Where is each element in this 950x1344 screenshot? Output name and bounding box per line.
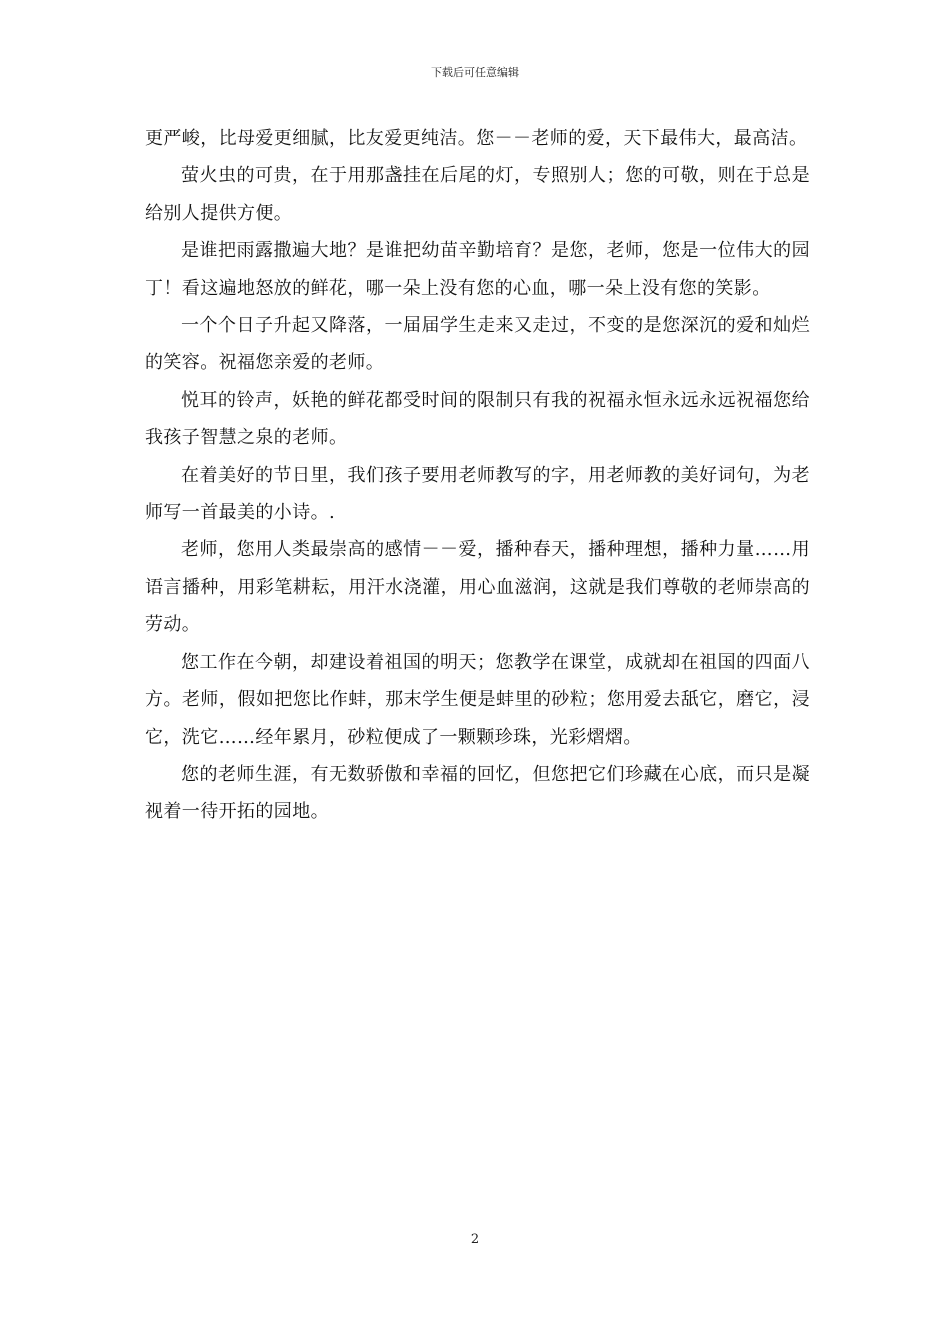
- page-header: 下载后可任意编辑: [431, 66, 519, 79]
- paragraph-continued: 更严峻，比母爱更细腻，比友爱更纯洁。您－－老师的爱，天下最伟大，最高洁。: [145, 128, 808, 149]
- paragraph: 一个个日子升起又降落，一届届学生走来又走过，不变的是您深沉的爱和灿烂的笑容。祝福您亲爱的老师。: [145, 315, 810, 374]
- paragraph: 在着美好的节日里，我们孩子要用老师教写的字，用老师教的美好词句，为老师写一首最美的小诗。.: [145, 464, 810, 524]
- page-number: 2: [470, 1232, 480, 1247]
- paragraph: 悦耳的铃声，妖艳的鲜花都受时间的限制只有我的祝福永恒永远永远祝福您给我孩子智慧之泉的老师。: [145, 389, 810, 449]
- paragraph: 老师，您用人类最崇高的感情－－爱，播种春天，播种理想，播种力量……用语言播种，用彩笔耕耘，用汗水浇灌，用心血滋润，这就是我们尊敬的老师崇高的劳动。: [145, 539, 810, 636]
- paragraph: 是谁把雨露撒遍大地？是谁把幼苗辛勤培育？是您，老师，您是一位伟大的园丁！看这遍地怒放的鲜花，哪一朵上没有您的心血，哪一朵上没有您的笑影。: [145, 240, 810, 299]
- paragraph: 萤火虫的可贵，在于用那盏挂在后尾的灯，专照别人；您的可敬，则在于总是给别人提供方便。: [145, 165, 810, 224]
- body-text: [145, 120, 810, 831]
- paragraph: 您的老师生涯，有无数骄傲和幸福的回忆，但您把它们珍藏在心底，而只是凝视着一待开拓的园地。: [145, 763, 810, 823]
- paragraph: 您工作在今朝，却建设着祖国的明天；您教学在课堂，成就却在祖国的四面八方。老师，假如把您比作蚌，那末学生便是蚌里的砂粒；您用爱去舐它，磨它，浸它，洗它……经年累月，砂粒便成了一颗颗珍珠，光彩熠熠。: [145, 651, 810, 748]
